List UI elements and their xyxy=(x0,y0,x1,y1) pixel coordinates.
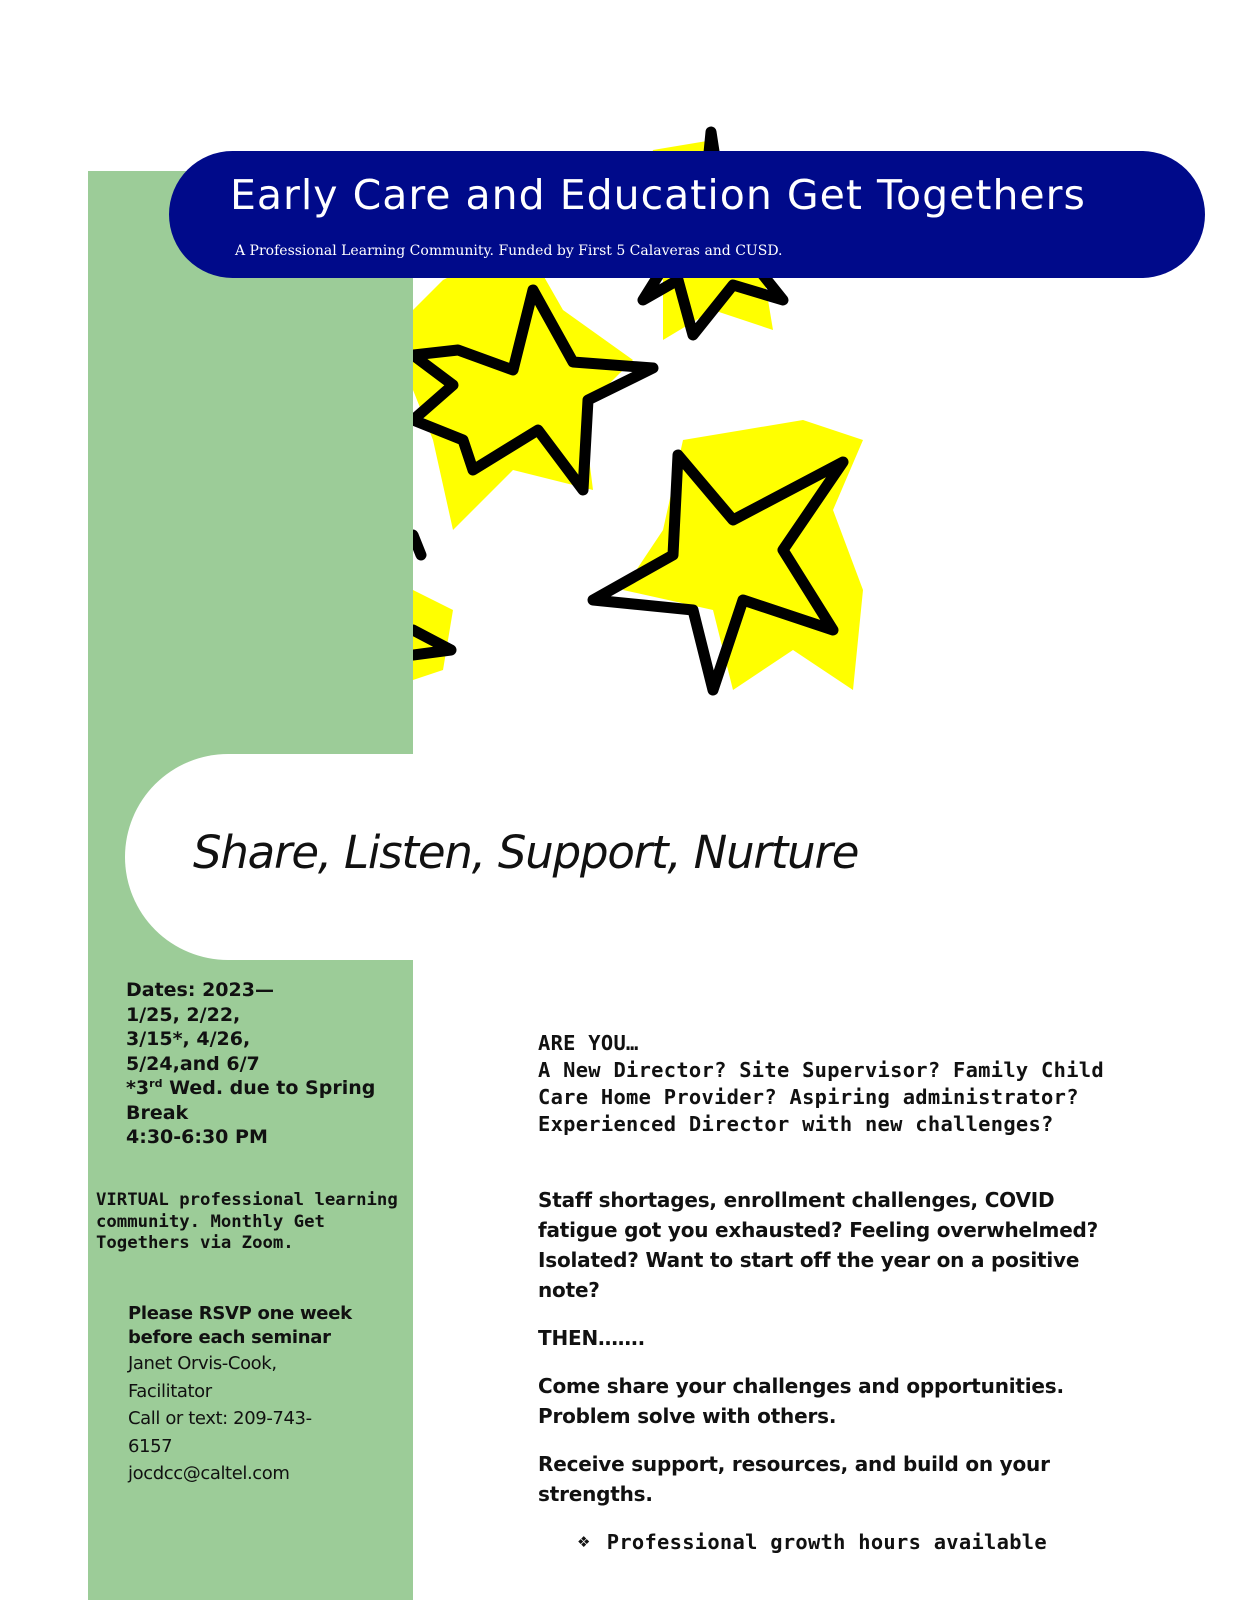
receive-line: strengths. xyxy=(538,1482,653,1506)
bullet-item xyxy=(577,1530,1047,1554)
virtual-line: VIRTUAL professional learning xyxy=(96,1190,398,1210)
staff-line: Staff shortages, enrollment challenges, COVID xyxy=(538,1188,1055,1212)
are-you-block xyxy=(538,1030,1138,1138)
dates-note-prefix: *3 xyxy=(126,1077,150,1099)
contact-email: jocdcc@caltel.com xyxy=(128,1463,290,1484)
diamond-bullet-icon: ❖ xyxy=(577,1533,591,1551)
receive-line: Receive support, resources, and build on your xyxy=(538,1452,1050,1476)
dates-line: 5/24,and 6/7 xyxy=(126,1052,260,1075)
rsvp-heading: Please RSVP one week xyxy=(128,1303,352,1324)
contact-role: Facilitator xyxy=(128,1380,212,1402)
dates-block xyxy=(126,978,401,1150)
staff-line: note? xyxy=(538,1278,600,1302)
contact-phone-cont: 6157 xyxy=(128,1435,173,1457)
virtual-line: community. Monthly Get xyxy=(96,1211,325,1232)
are-you-line: Care Home Provider? Aspiring administrator? xyxy=(538,1085,1079,1109)
contact-name: Janet Orvis-Cook, xyxy=(128,1353,277,1374)
page-title: Early Care and Education Get Togethers xyxy=(230,171,1086,219)
dates-note xyxy=(126,1076,401,1101)
rsvp-heading: before each seminar xyxy=(128,1327,331,1348)
dates-note-rest: Wed. due to Spring xyxy=(162,1077,376,1099)
dates-line: 3/15*, 4/26, xyxy=(126,1028,251,1050)
then-paragraph: THEN……. xyxy=(538,1326,645,1350)
main-content xyxy=(538,1030,1138,1509)
dates-line: 1/25, 2/22, xyxy=(126,1003,241,1026)
staff-paragraph xyxy=(538,1185,1138,1305)
are-you-line: A New Director? Site Supervisor? Family Child xyxy=(538,1058,1104,1082)
dates-time: 4:30-6:30 PM xyxy=(126,1126,268,1148)
tagline: Share, Listen, Support, Nurture xyxy=(193,826,859,879)
are-you-heading: ARE YOU… xyxy=(538,1031,639,1055)
header-banner xyxy=(169,151,1205,278)
receive-paragraph xyxy=(538,1449,1138,1509)
virtual-info xyxy=(96,1190,416,1255)
are-you-line: Experienced Director with new challenges? xyxy=(538,1112,1054,1136)
come-line: Problem solve with others. xyxy=(538,1404,837,1428)
dates-note-sup: rd xyxy=(149,1077,163,1090)
come-paragraph xyxy=(538,1371,1138,1431)
contact-phone: Call or text: 209-743- xyxy=(128,1408,312,1429)
bullet-text: Professional growth hours available xyxy=(606,1530,1047,1554)
rsvp-contact xyxy=(128,1302,408,1488)
virtual-line: Togethers via Zoom. xyxy=(96,1233,294,1253)
come-line: Come share your challenges and opportunities. xyxy=(538,1374,1064,1398)
dates-heading: Dates: 2023— xyxy=(126,979,274,1001)
staff-line: fatigue got you exhausted? Feeling overwhelmed? xyxy=(538,1218,1099,1242)
dates-note-cont: Break xyxy=(126,1101,189,1124)
page-subtitle: A Professional Learning Community. Funded by First 5 Calaveras and CUSD. xyxy=(235,243,783,259)
staff-line: Isolated? Want to start off the year on a positive xyxy=(538,1248,1080,1272)
